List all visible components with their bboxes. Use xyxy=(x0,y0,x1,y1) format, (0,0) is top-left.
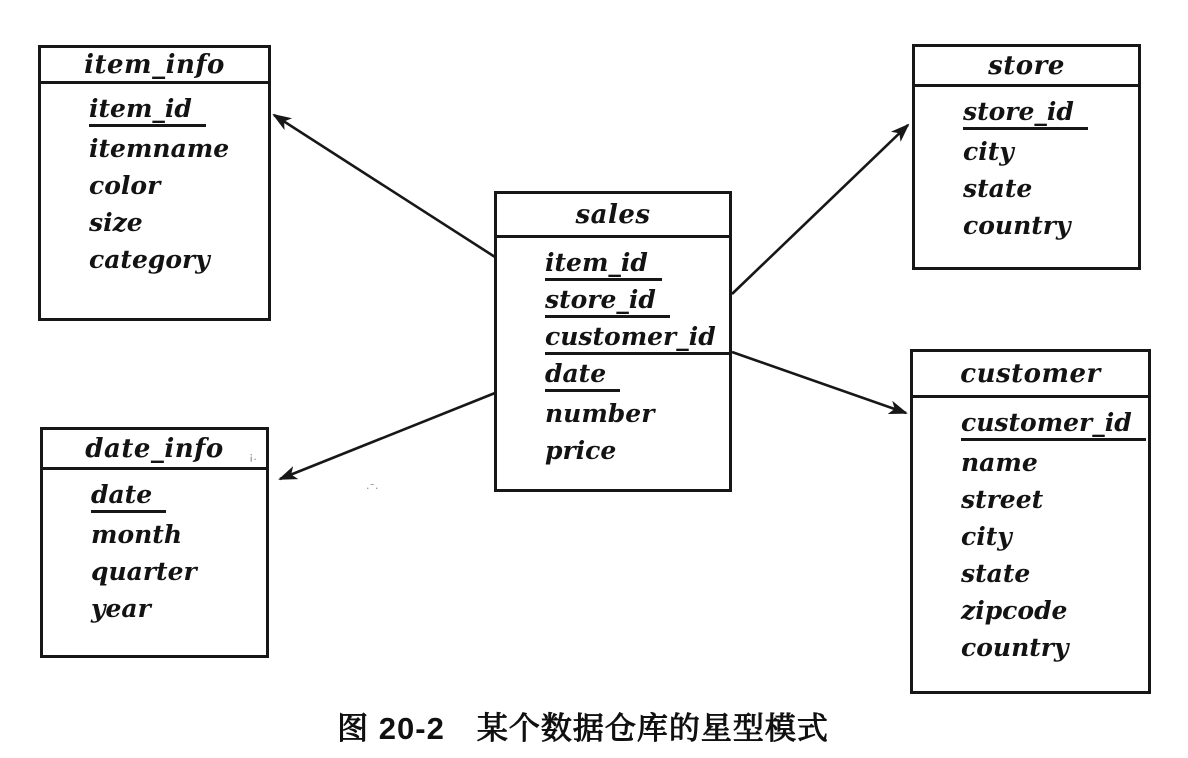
entity-title-sales: sales xyxy=(497,194,729,238)
field-row-color xyxy=(89,167,262,204)
field-label-zipcode: zipcode xyxy=(961,596,1068,625)
field-row-itemname xyxy=(89,130,262,167)
entity-fields-store xyxy=(915,87,1138,244)
field-row-country xyxy=(961,629,1142,666)
scan-artifact: ·¯· xyxy=(366,482,379,495)
primary-key-field-store_id: store_id xyxy=(545,287,670,318)
primary-key-field-store_id: store_id xyxy=(963,99,1088,130)
field-row-customer_id xyxy=(545,321,723,358)
primary-key-field-customer_id: customer_id xyxy=(961,410,1146,441)
field-row-name xyxy=(961,444,1142,481)
field-row-state xyxy=(963,170,1132,207)
field-label-color: color xyxy=(89,171,161,200)
field-label-category: category xyxy=(89,245,210,274)
field-row-zipcode xyxy=(961,592,1142,629)
field-label-country: country xyxy=(961,633,1069,662)
primary-key-field-date: date xyxy=(545,361,620,392)
field-row-quarter xyxy=(91,553,260,590)
primary-key-field-item_id: item_id xyxy=(89,96,206,127)
field-label-name: name xyxy=(961,448,1038,477)
field-row-price xyxy=(545,432,723,469)
entity-title-customer: customer xyxy=(913,352,1148,398)
entity-fields-sales xyxy=(497,238,729,469)
field-label-year: year xyxy=(91,594,151,623)
entity-item-info xyxy=(38,45,271,321)
field-row-item_id xyxy=(545,247,723,284)
field-row-state xyxy=(961,555,1142,592)
field-row-item_id xyxy=(89,93,262,130)
field-label-country: country xyxy=(963,211,1071,240)
entity-fields-customer xyxy=(913,398,1148,666)
field-label-itemname: itemname xyxy=(89,134,230,163)
relation-arrow-sales-to-store xyxy=(732,125,908,294)
relation-arrow-sales-to-date-info xyxy=(280,393,495,479)
field-row-number xyxy=(545,395,723,432)
entity-fields-item-info xyxy=(41,84,268,278)
entity-customer xyxy=(910,349,1151,694)
field-row-category xyxy=(89,241,262,278)
field-label-price: price xyxy=(545,436,617,465)
field-row-street xyxy=(961,481,1142,518)
field-row-store_id xyxy=(545,284,723,321)
field-row-city xyxy=(963,133,1132,170)
primary-key-field-customer_id: customer_id xyxy=(545,324,730,355)
field-label-state: state xyxy=(961,559,1031,588)
field-label-city: city xyxy=(963,137,1014,166)
field-label-state: state xyxy=(963,174,1033,203)
field-row-country xyxy=(963,207,1132,244)
primary-key-field-date: date xyxy=(91,482,166,513)
field-row-store_id xyxy=(963,96,1132,133)
field-row-date xyxy=(545,358,723,395)
field-label-month: month xyxy=(91,520,183,549)
entity-date-info xyxy=(40,427,269,658)
scan-artifact: ¡. xyxy=(249,450,257,463)
entity-store xyxy=(912,44,1141,270)
field-row-month xyxy=(91,516,260,553)
primary-key-field-item_id: item_id xyxy=(545,250,662,281)
field-row-customer_id xyxy=(961,407,1142,444)
entity-sales xyxy=(494,191,732,492)
relation-arrow-sales-to-item-info xyxy=(274,115,495,257)
field-label-city: city xyxy=(961,522,1012,551)
relation-arrow-sales-to-customer xyxy=(732,352,906,413)
entity-title-store: store xyxy=(915,47,1138,87)
field-label-quarter: quarter xyxy=(91,557,197,586)
field-label-street: street xyxy=(961,485,1044,514)
field-row-city xyxy=(961,518,1142,555)
figure-caption: 图 20-2 某个数据仓库的星型模式 xyxy=(337,711,829,746)
field-row-date xyxy=(91,479,260,516)
entity-title-date-info: date_info xyxy=(43,430,266,470)
entity-title-item-info: item_info xyxy=(41,48,268,84)
field-label-size: size xyxy=(89,208,143,237)
field-row-year xyxy=(91,590,260,627)
entity-fields-date-info xyxy=(43,470,266,627)
field-label-number: number xyxy=(545,399,655,428)
field-row-size xyxy=(89,204,262,241)
